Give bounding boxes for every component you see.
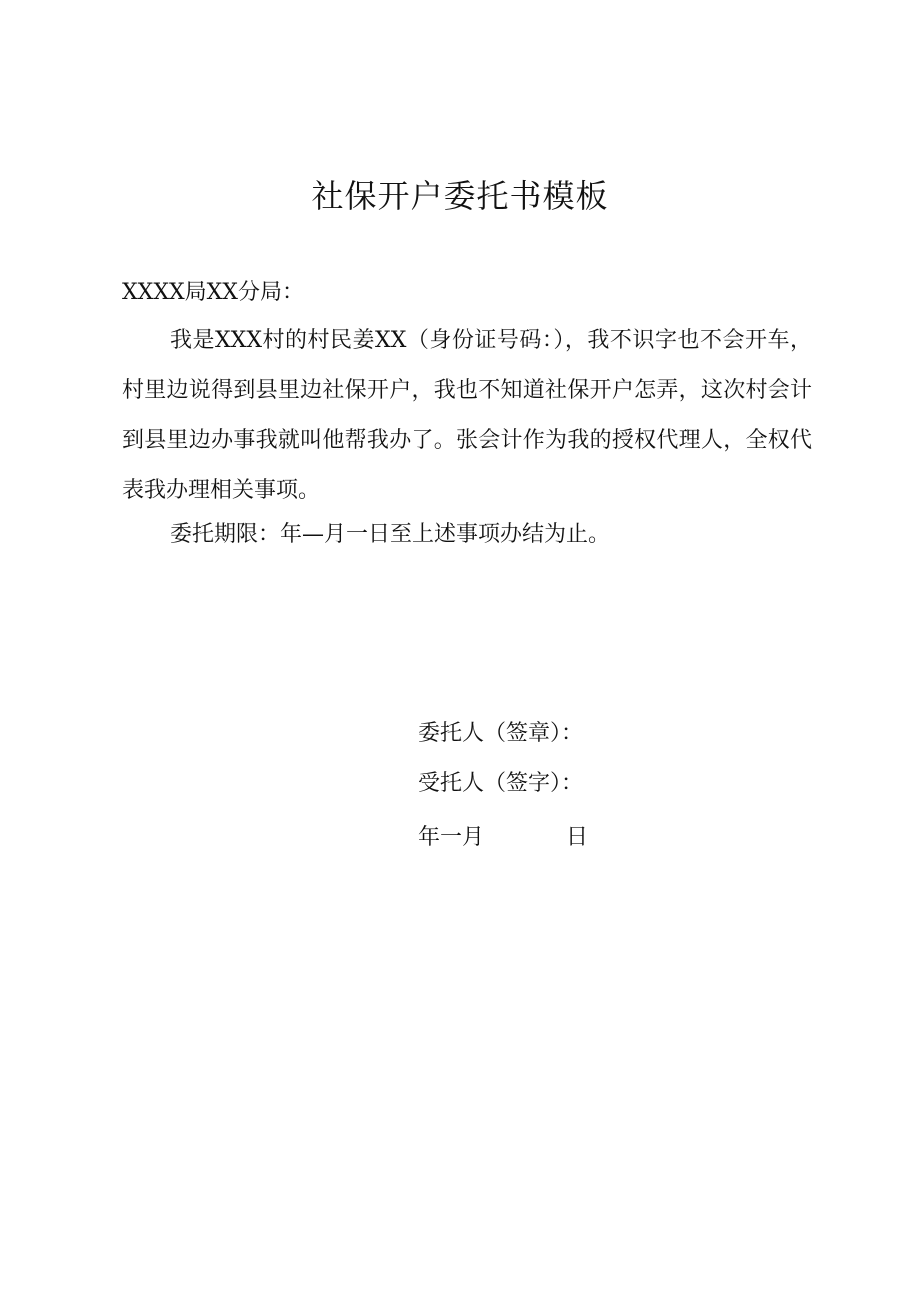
body-paragraph-statement: 我是XXX村的村民姜XX（身份证号码：），我不识字也不会开车，村里边说得到县里边社保开户，我也不知道社保开户怎弄，这次村会计到县里边办事我就叫他帮我办了。张会计作为我的授权代理人，全权代表我办理相关事项。 bbox=[122, 328, 812, 503]
document-title: 社保开户委托书模板 bbox=[311, 177, 609, 215]
body-paragraph-term: 委托期限：年—月一日至上述事项办结为止。 bbox=[170, 522, 611, 547]
date-year-month: 年一月 bbox=[418, 825, 485, 850]
principal-signature-line: 委托人（签章）： bbox=[418, 721, 584, 746]
agent-signature-line: 受托人（签字）： bbox=[418, 771, 584, 796]
date-line bbox=[418, 818, 718, 858]
addressee-line: XXXX局XX分局： bbox=[122, 280, 304, 305]
date-day: 日 bbox=[566, 825, 589, 850]
